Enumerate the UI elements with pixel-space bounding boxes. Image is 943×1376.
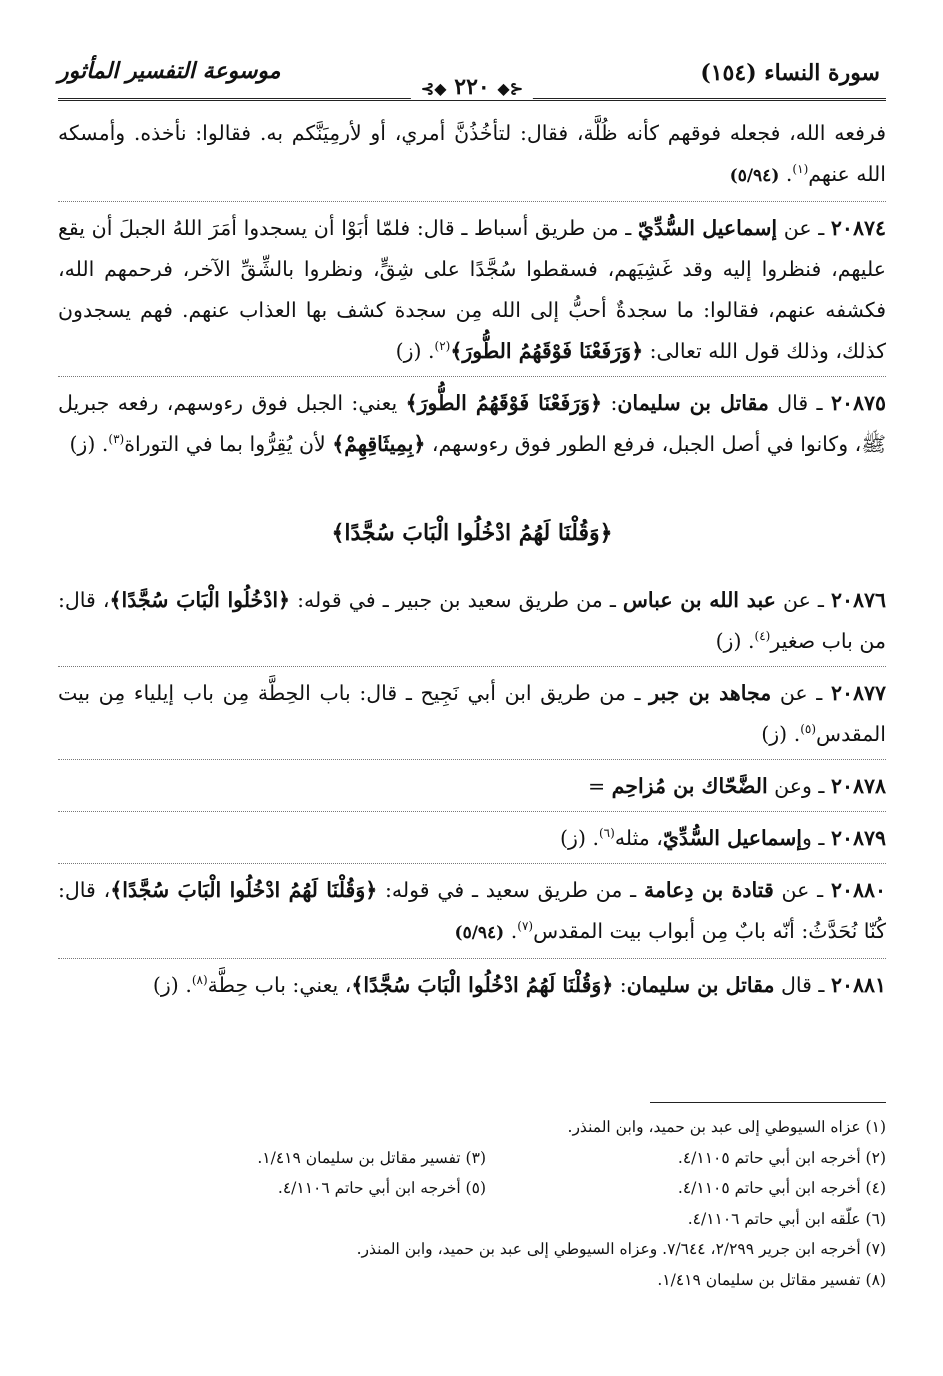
connector: ـ وعن: [767, 774, 831, 798]
entry-text: ، مثله: [614, 826, 663, 850]
entry-number: ٢٠٨٧٤: [830, 216, 886, 240]
footnote-ref: (٥): [800, 722, 817, 737]
quran-quote: ﴿ادْخُلُوا الْبَابَ سُجَّدًا﴾: [109, 588, 291, 612]
narrator-name: مقاتل بن سليمان: [626, 973, 775, 997]
entry-20875: [58, 383, 886, 469]
footnotes: [58, 1112, 886, 1295]
footnote-ref: (١): [792, 162, 809, 177]
connector: ـ عن: [773, 878, 831, 902]
entry-20877: [58, 673, 886, 760]
footnote-ref: (٦): [598, 826, 615, 841]
footnote-row: [58, 1173, 886, 1204]
footnote-4: (٤) أخرجه ابن أبي حاتم ٤/١١٠٥.: [677, 1179, 886, 1197]
entry-tail: . (ز): [395, 339, 435, 363]
footnote-ref: (٣): [108, 432, 125, 447]
quran-quote: ﴿بِمِيثَاقِهِمْ﴾: [332, 432, 426, 456]
footnote-ref: (٤): [754, 629, 771, 644]
entry-text: ، قال: كُنّا نُحَدَّثُ: أنّه بابٌ مِن أبواب بيت المقدس: [58, 878, 886, 943]
entry-text: ، قال: من باب صغير: [58, 588, 886, 653]
entry-20881: [58, 965, 886, 1010]
connector: ـ قال: [774, 973, 831, 997]
connector: ـ عن: [777, 216, 831, 240]
entry-tail: . (ز): [152, 973, 192, 997]
footnote-ref: (٨): [191, 973, 208, 988]
entry-number: ٢٠٨٧٦: [830, 588, 887, 612]
entry-tail: . (ز): [69, 432, 109, 456]
page-number-block: [411, 74, 533, 100]
surah-heading: سورة النساء (١٥٤): [700, 60, 880, 86]
footnote-1: (١) عزاه السيوطي إلى عبد بن حميد، وابن المنذر.: [567, 1118, 886, 1136]
source-ref: (٥/٩٤): [454, 923, 505, 943]
page-number: ٢٢٠: [454, 74, 490, 100]
entry-text: ـ من طريق سعيد بن جبير ـ في قوله:: [290, 588, 623, 612]
entry-text: يعني: الجبل فوق رءوسهم، رفعه جبريل ﷺ، وكانوا في أصل الجبل، فرفع الطور فوق رءوسهم،: [58, 391, 886, 456]
entry-number: ٢٠٨٧٩: [830, 826, 886, 850]
punct: :: [602, 391, 618, 415]
narrator-name: مقاتل بن سليمان: [617, 391, 769, 415]
entry-20874: [58, 208, 886, 377]
entry-tail: . (ز): [761, 722, 801, 746]
footnote-6: (٦) علّقه ابن أبي حاتم ٤/١١٠٦.: [687, 1209, 886, 1228]
footnote-7: (٧) أخرجه ابن جرير ٢/٢٩٩، ٧/٦٤٤. وعزاه السيوطي إلى عبد بن حميد، وابن المنذر.: [356, 1240, 886, 1258]
footnote-8: (٨) تفسير مقاتل بن سليمان ١/٤١٩.: [657, 1270, 886, 1289]
footnote-row: [58, 1143, 886, 1174]
book-page: [58, 40, 886, 1340]
entry-tail: .: [504, 919, 518, 943]
entry-tail: . (ز): [715, 629, 755, 653]
page-header: [58, 40, 886, 101]
entry-20879: [58, 818, 886, 864]
narrator-name: الضَّحّاك بن مُزاحِم: [611, 774, 768, 798]
page-content: [58, 113, 886, 1010]
book-title: موسوعة التفسير المأثور: [58, 58, 281, 84]
punct: :: [613, 973, 627, 997]
entry-number: ٢٠٨٧٧: [830, 681, 886, 705]
connector: ـ و: [801, 826, 831, 850]
entry-text: ـ من طريق سعيد ـ في قوله:: [377, 878, 644, 902]
entry-text: لأن يُقِرُّوا بما في التوراة: [124, 432, 333, 456]
quran-quote: ﴿وَرَفَعْنَا فَوْقَهُمُ الطُّورَ﴾: [450, 339, 644, 363]
narrator-name: قتادة بن دِعامة: [643, 878, 774, 902]
entry-number: ٢٠٨٧٥: [830, 391, 886, 415]
quran-quote: ﴿وَرَفَعْنَا فَوْقَهُمُ الطُّورَ﴾: [405, 391, 603, 415]
connector: ـ عن: [771, 681, 831, 705]
connector: ـ قال: [768, 391, 831, 415]
section-title: ﴿وَقُلْنَا لَهُمُ ادْخُلُوا الْبَابَ سُجَّدًا﴾: [331, 520, 613, 546]
entry-number: ٢٠٨٨١: [830, 973, 886, 997]
entry-20880: [58, 870, 886, 959]
footnote-divider: [650, 1102, 886, 1103]
entry-tail: . (ز): [560, 826, 599, 850]
entry-text: ـ من طريق أسباط ـ قال: فلمّا أبَوْا أن يسجدوا أمَرَ اللهُ الجبلَ أن يقع عليهم، فنظروا إليه وقد غَشِيَهم، فسقطوا سُجَّدًا على شِقٍّ، ونظروا بالشِّقِّ الآخر، فرحمهم الله، فكشفه عنهم، فقالوا: ما سجدةٌ أحبُّ إلى الله مِن سجدة كشف بها العذاب عنهم. فهم يسجدون كذلك، وذلك قول الله تعالى:: [58, 216, 886, 363]
narrator-name: إسماعيل السُّدِّيّ: [637, 216, 778, 240]
quran-quote: ﴿وَقُلْنَا لَهُمُ ادْخُلُوا الْبَابَ سُجَّدًا﴾: [110, 878, 378, 902]
punct: .: [785, 162, 793, 186]
entry-text: ، يعني: باب حِطَّة: [207, 973, 352, 997]
footnote-5: (٥) أخرجه ابن أبي حاتم ٤/١١٠٦.: [277, 1179, 486, 1197]
entry-text: ـ من طريق ابن أبي نَجِيح ـ قال: باب الحِطَّة مِن باب إيلياء مِن بيت المقدس: [58, 681, 886, 746]
entry-number: ٢٠٨٨٠: [830, 878, 886, 902]
footnote-ref: (٧): [517, 919, 534, 934]
entry-20878: [58, 766, 886, 812]
connector: ـ عن: [775, 588, 831, 612]
ornament-right-icon: ⊰◆: [497, 79, 524, 98]
source-ref: (٥/٩٤): [729, 166, 780, 186]
footnote-2: (٢) أخرجه ابن أبي حاتم ٤/١١٠٥.: [677, 1148, 886, 1167]
narrator-name: إسماعيل السُّدِّيّ: [662, 826, 802, 850]
intro-text: فرفعه الله، فجعله فوقهم كأنه ظُلَّة، فقال: لتأخُذُنَّ أمري، أو لأرمِيَنَّكم به. فقالوا: نأخذه. وأمسكه الله عنهم: [58, 121, 886, 186]
narrator-name: مجاهد بن جبر: [649, 681, 772, 705]
entry-20876: [58, 580, 886, 667]
footnote-ref: (٢): [434, 339, 451, 354]
ornament-left-icon: ◆⊱: [420, 79, 447, 98]
entry-tail: =: [587, 774, 612, 798]
quran-quote: ﴿وَقُلْنَا لَهُمُ ادْخُلُوا الْبَابَ سُجَّدًا﴾: [351, 973, 614, 997]
footnote-3: (٣) تفسير مقاتل بن سليمان ١/٤١٩.: [257, 1148, 486, 1167]
intro-paragraph: [58, 113, 886, 202]
entry-number: ٢٠٨٧٨: [830, 774, 886, 798]
narrator-name: عبد الله بن عباس: [622, 588, 776, 612]
